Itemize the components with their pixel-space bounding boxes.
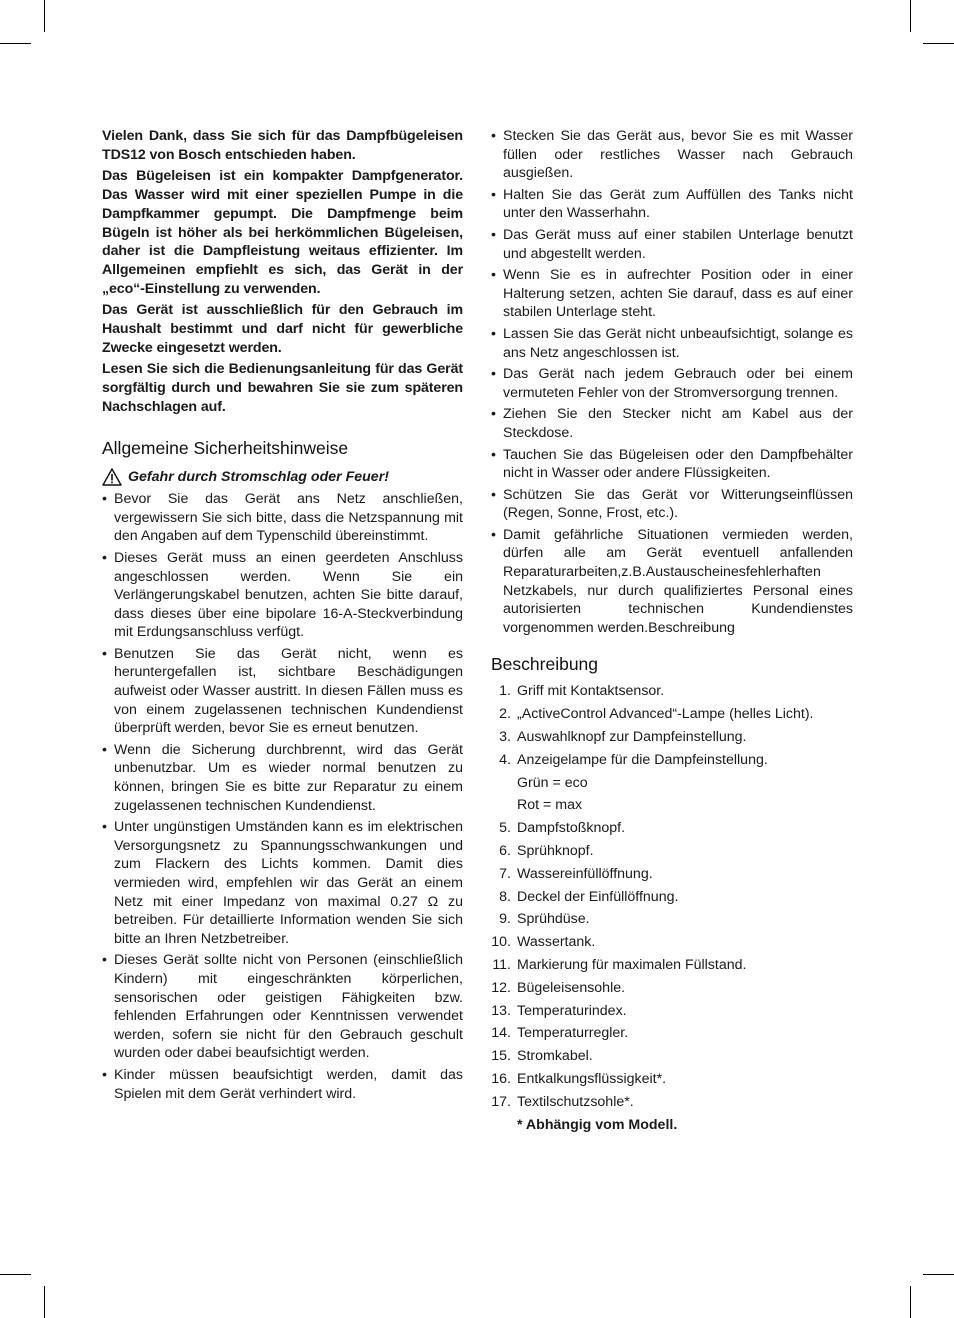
list-item: 14. Temperaturregler. <box>491 1025 629 1042</box>
list-item: • Tauchen Sie das Bügeleisen oder den Dampfbehälter nicht in Wasser oder andere Flüssigkeiten. <box>491 446 853 482</box>
warning-text: Gefahr durch Stromschlag oder Feuer! <box>128 468 389 485</box>
list-item: • Schützen Sie das Gerät vor Witterungseinflüssen (Regen, Sonne, Frost, etc.). <box>491 486 853 522</box>
crop-mark <box>44 1286 45 1318</box>
list-item: • Das Gerät nach jedem Gebrauch oder bei einem vermuteten Fehler von der Stromversorgung trennen. <box>491 366 853 401</box>
list-item: 13. Temperaturindex. <box>491 1002 627 1019</box>
list-item: Rot = max <box>517 797 583 814</box>
crop-mark <box>0 43 31 44</box>
list-item: 6. Sprühknopf. <box>499 843 594 860</box>
intro <box>102 127 463 417</box>
list-item: • Bevor Sie das Gerät ans Netz anschließen, vergewissern Sie sich bitte, dass die Netzspannung mit den Angaben auf dem Typenschild übereinstimmt. <box>102 491 463 545</box>
list-item: • Unter ungünstigen Umständen kann es im elektrischen Versorgungsnetz zu Spannungsschwankungen und zum Flackern des Lichts kommen. Damit dies vermieden wird, empfehlen wir das Gerät an einem Netz mit einer Impedanz von maximal 0.27 Ω zu betreiben. Für detaillierte Information wenden Sie sich bitte an Ihren Netzbetreiber. <box>102 819 463 947</box>
crop-mark <box>923 43 954 44</box>
warning-triangle-icon <box>102 468 122 486</box>
list-item: • Stecken Sie das Gerät aus, bevor Sie es mit Wasser füllen oder restliches Wasser nach Gebrauch ausgießen. <box>491 128 853 182</box>
list-item: • Benutzen Sie das Gerät nicht, wenn es heruntergefallen ist, sichtbare Beschädigungen aufweist oder Wasser austritt. In diesen Fällen muss es von einem zugelassenen technischen Kundendienst überprüft werden, bevor Sie es erneut benutzen. <box>102 645 463 737</box>
intro-paragraph: Das Bügeleisen ist ein kompakter Dampfgenerator. Das Wasser wird mit einer speziellen Pumpe in die Dampfkammer gepumpt. Die Dampfmenge beim Bügeln ist höher als bei herkömmlichen Bügeleisen, daher ist die Dampfleistung weitaus effizienter. Im Allgemeinen empfiehlt es sich, das Gerät in der „eco“-Einstellung zu verwenden. <box>102 168 463 297</box>
safety-list-left <box>102 490 463 1103</box>
list-item: 16. Entkalkungsflüssigkeit*. <box>491 1070 667 1087</box>
list-item: 17. Textilschutzsohle*. <box>491 1093 634 1110</box>
list-item: 15. Stromkabel. <box>491 1048 593 1065</box>
safety-list-right <box>491 127 853 637</box>
list-item: • Dieses Gerät sollte nicht von Personen (einschließlich Kindern) mit eingeschränkten körperlichen, sensorischen oder geistigen Fähigkeiten bzw. fehlenden Erfahrungen oder Kenntnissen verwendet werden, sofern sie nicht für den Gebrauch geschult wurden oder dabei beaufsichtigt werden. <box>102 952 463 1062</box>
list-item: 7. Wassereinfüllöffnung. <box>499 865 653 882</box>
crop-mark <box>923 1274 954 1275</box>
list-item: 8. Deckel der Einfüllöffnung. <box>499 888 679 905</box>
intro-paragraph: Das Gerät ist ausschließlich für den Gebrauch im Haushalt bestimmt und darf nicht für gewerbliche Zwecke eingesetzt werden. <box>102 302 463 356</box>
list-item: • Damit gefährliche Situationen vermieden werden, dürfen alle am Gerät eventuell anfallenden Reparaturarbeiten,z.B.Austauscheinesfehlerhaften Netzkabels, nur durch qualifiziertes Personal eines autorisierten technischen Kundendienstes vorgenommen werden.Beschreibung <box>491 526 853 636</box>
left-column <box>102 127 463 1106</box>
list-item: 5. Dampfstoßknopf. <box>499 820 626 837</box>
warning-line <box>102 468 463 487</box>
list-item: 9. Sprühdüse. <box>499 911 590 928</box>
list-item: 4. Anzeigelampe für die Dampfeinstellung. <box>499 751 768 768</box>
crop-mark <box>910 1286 911 1318</box>
list-item: • Kinder müssen beaufsichtigt werden, damit das Spielen mit dem Gerät verhindert wird. <box>102 1066 463 1102</box>
list-item: 3. Auswahlknopf zur Dampfeinstellung. <box>499 729 747 746</box>
list-item: 12. Bügeleisensohle. <box>491 979 626 996</box>
intro-paragraph: Vielen Dank, dass Sie sich für das Dampfbügeleisen TDS12 von Bosch entschieden haben. <box>102 128 463 163</box>
list-item: • Lassen Sie das Gerät nicht unbeaufsichtigt, solange es ans Netz angeschlossen ist. <box>491 325 853 361</box>
list-item: 2. „ActiveControl Advanced“-Lampe (helles Licht). <box>499 706 814 723</box>
intro-paragraph: Lesen Sie sich die Bedienungsanleitung für das Gerät sorgfältig durch und bewahren Sie sie zum späteren Nachschlagen auf. <box>102 361 463 415</box>
list-item: • Wenn die Sicherung durchbrennt, wird das Gerät unbenutzbar. Um es wieder normal benutzen zu können, bringen Sie es bitte zur Reparatur zu einem zugelassenen technischen Kundendienst. <box>102 741 463 814</box>
list-item: • Wenn Sie es in aufrechter Position oder in einer Halterung setzen, achten Sie darauf, dass es auf einer stabilen Unterlage steht. <box>491 267 853 321</box>
crop-mark <box>44 0 45 32</box>
crop-mark <box>910 0 911 32</box>
list-item: • Dieses Gerät muss an einen geerdeten Anschluss angeschlossen werden. Wenn Sie ein Verlängerungskabel benutzen, achten Sie bitte darauf, dass dieses über eine bipolare 16-A-Steckverbindung mit Erdungsanschluss verfügt. <box>102 549 463 641</box>
safety-heading: Allgemeine Sicherheitshinweise <box>102 437 349 458</box>
list-item: • Halten Sie das Gerät zum Auffüllen des Tanks nicht unter den Wasserhahn. <box>491 186 853 222</box>
list-item: 10. Wassertank. <box>491 934 596 951</box>
list-item: 11. Markierung für maximalen Füllstand. <box>492 957 747 973</box>
crop-mark <box>0 1274 31 1275</box>
list-item: • Das Gerät muss auf einer stabilen Unterlage benutzt und abgestellt werden. <box>491 226 853 262</box>
list-item: 1. Griff mit Kontaktsensor. <box>499 683 665 700</box>
right-column <box>491 127 853 1136</box>
list-item: Grün = eco <box>517 774 588 791</box>
model-note: * Abhängig vom Modell. <box>517 1116 678 1133</box>
description-list <box>491 680 853 1136</box>
description-heading: Beschreibung <box>491 654 599 675</box>
list-item: • Ziehen Sie den Stecker nicht am Kabel aus der Steckdose. <box>491 406 853 441</box>
